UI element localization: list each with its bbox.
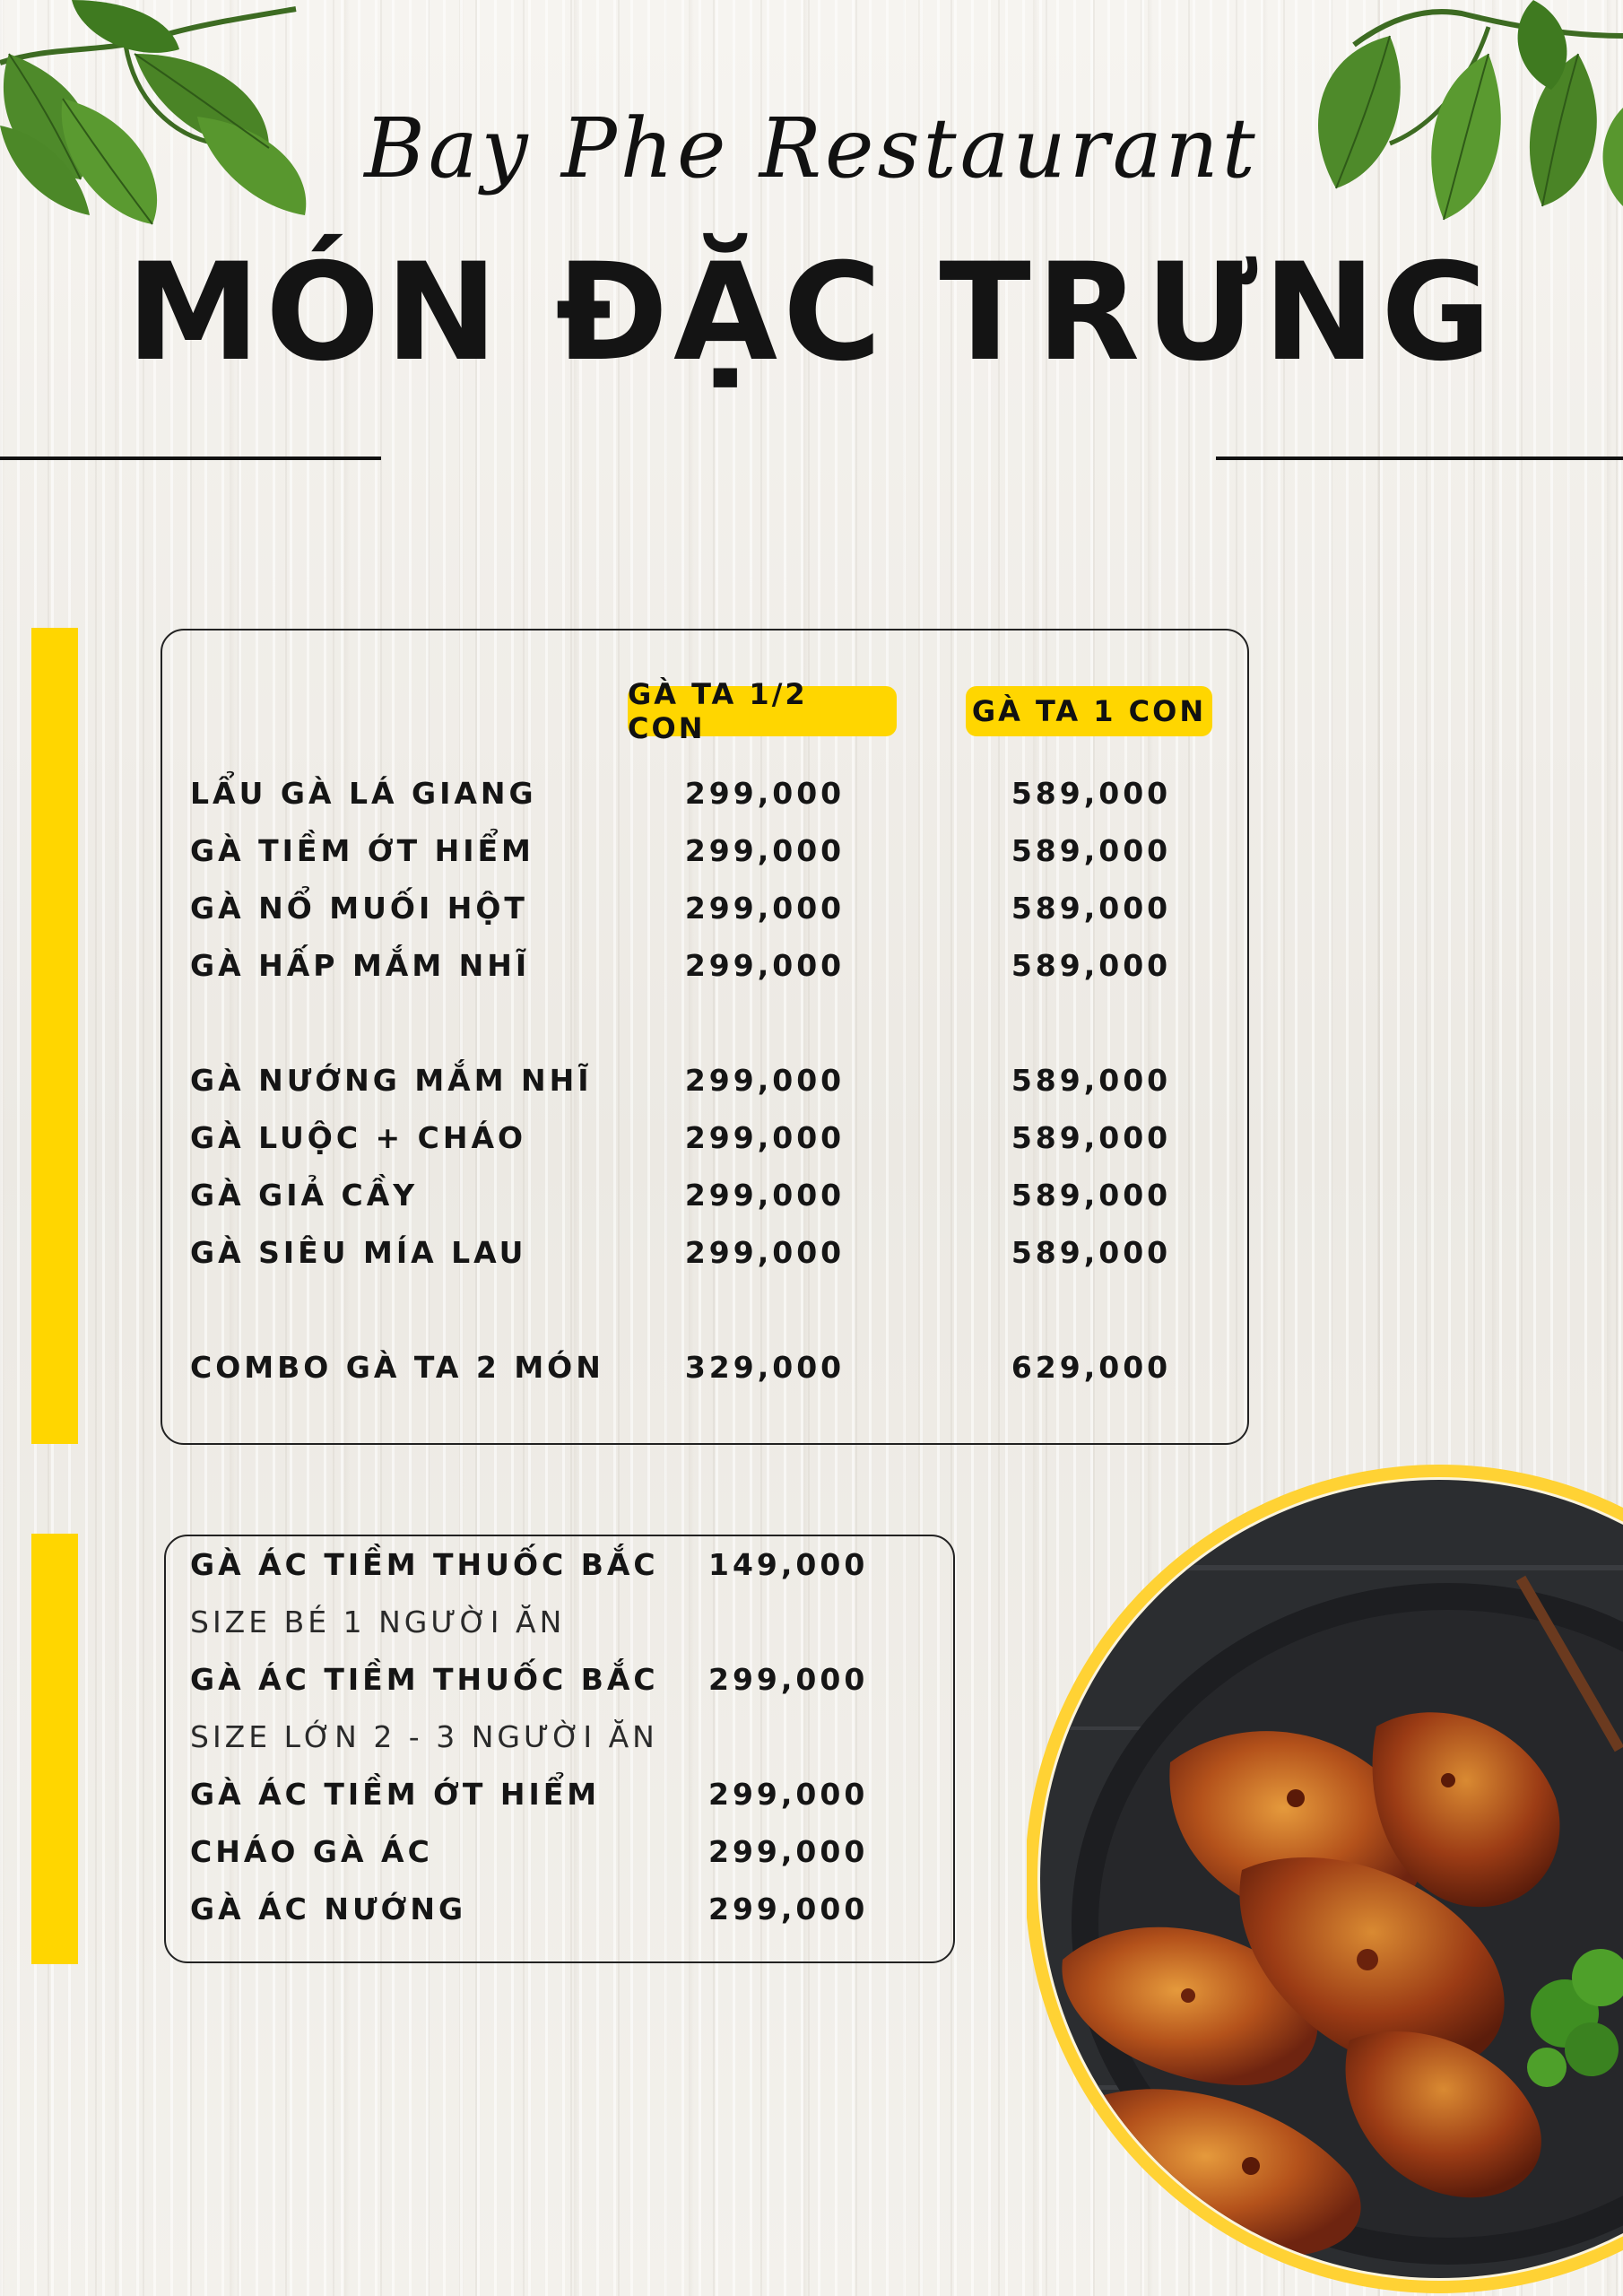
menu-item-price-half: 299,000 xyxy=(684,1178,846,1213)
menu-item-name: CHÁO GÀ ÁC xyxy=(190,1834,433,1869)
menu-item-note: SIZE BÉ 1 NGƯỜI ĂN xyxy=(190,1605,566,1639)
menu-item-price: 299,000 xyxy=(708,1777,869,1812)
restaurant-name: Bay Phe Restaurant xyxy=(364,100,1259,196)
menu-item-price-whole: 589,000 xyxy=(1011,776,1172,811)
menu-item-name: GÀ TIỀM ỚT HIỂM xyxy=(190,833,534,868)
menu-item-name: GÀ ÁC TIỀM THUỐC BẮC xyxy=(190,1547,659,1582)
menu-item-note: SIZE LỚN 2 - 3 NGƯỜI ĂN xyxy=(190,1719,658,1754)
column-header-whole: GÀ TA 1 CON xyxy=(966,686,1212,736)
menu-item-name: GÀ GIẢ CẦY xyxy=(190,1178,419,1213)
menu-item-price: 299,000 xyxy=(708,1834,869,1869)
menu-item-name: GÀ ÁC TIỀM ỚT HIỂM xyxy=(190,1777,601,1812)
menu-item-price-half: 299,000 xyxy=(684,1235,846,1270)
menu-item-price-half: 299,000 xyxy=(684,1120,846,1155)
menu-item-price-half: 299,000 xyxy=(684,833,846,868)
accent-bar xyxy=(31,628,78,1444)
menu-item-price-whole: 589,000 xyxy=(1011,948,1172,983)
menu-item-price-half: 329,000 xyxy=(684,1350,846,1385)
menu-item-price-whole: 589,000 xyxy=(1011,1120,1172,1155)
menu-item-price-half: 299,000 xyxy=(684,1063,846,1098)
menu-item-name: GÀ HẤP MẮM NHĨ xyxy=(190,948,531,983)
menu-item-price: 299,000 xyxy=(708,1662,869,1697)
accent-bar xyxy=(31,1534,78,1964)
menu-item-price-whole: 589,000 xyxy=(1011,1178,1172,1213)
menu-item-price-half: 299,000 xyxy=(684,891,846,926)
menu-item-name: COMBO GÀ TA 2 MÓN xyxy=(190,1350,604,1385)
main-menu-panel xyxy=(161,629,1249,1445)
menu-item-name: GÀ NỔ MUỐI HỘT xyxy=(190,891,528,926)
page-title: MÓN ĐẶC TRƯNG xyxy=(126,235,1497,391)
menu-item-name: GÀ LUỘC + CHÁO xyxy=(190,1120,527,1155)
menu-item-price: 149,000 xyxy=(708,1547,869,1582)
divider-right xyxy=(1216,457,1623,460)
menu-item-name: GÀ SIÊU MÍA LAU xyxy=(190,1235,527,1270)
menu-item-price-whole: 589,000 xyxy=(1011,891,1172,926)
menu-item-name: GÀ ÁC NƯỚNG xyxy=(190,1892,467,1926)
menu-item-name: GÀ NƯỚNG MẮM NHĨ xyxy=(190,1063,593,1098)
menu-item-price: 299,000 xyxy=(708,1892,869,1926)
menu-item-price-whole: 589,000 xyxy=(1011,833,1172,868)
menu-item-price-whole: 589,000 xyxy=(1011,1235,1172,1270)
divider-left xyxy=(0,457,381,460)
menu-item-name: GÀ ÁC TIỀM THUỐC BẮC xyxy=(190,1662,659,1697)
menu-item-price-whole: 629,000 xyxy=(1011,1350,1172,1385)
column-header-half: GÀ TA 1/2 CON xyxy=(628,686,897,736)
menu-item-price-half: 299,000 xyxy=(684,776,846,811)
menu-item-price-half: 299,000 xyxy=(684,948,846,983)
menu-item-name: LẨU GÀ LÁ GIANG xyxy=(190,776,537,811)
roasted-chicken-plate-image xyxy=(1027,1457,1623,2296)
menu-item-price-whole: 589,000 xyxy=(1011,1063,1172,1098)
